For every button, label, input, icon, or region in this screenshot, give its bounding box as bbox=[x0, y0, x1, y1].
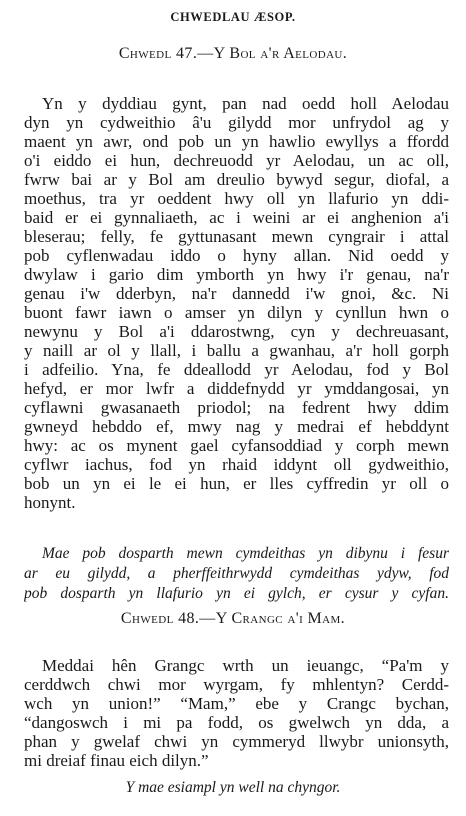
fable-48-title-text: Y Crangc a'i Mam. bbox=[215, 610, 346, 627]
text-line: Yn y dyddiau gynt, pan nad oedd holl Aelodau bbox=[42, 94, 449, 113]
text-line: moethus, tra yr oeddent hwy oll yn llafurio yn ddi- bbox=[24, 189, 449, 208]
text-line: hefyd, er mor lwfr a diddefnydd yr ymddangosai, yn bbox=[24, 379, 449, 398]
fable-47-number: Chwedl 47 bbox=[118, 45, 193, 62]
text-line: fwrw bai ar y Bol am dreulio bywyd segur, diofal, a bbox=[24, 170, 449, 189]
text-line: dwylaw i gario dim ymborth yn hwy i'r genau, na'r bbox=[24, 265, 449, 284]
moral-line: Y mae esiampl yn well na chyngor. bbox=[125, 779, 341, 796]
text-line: “dangoswch i mi pa fodd, os gwelwch yn dda, a bbox=[24, 713, 449, 732]
moral-line: Mae pob dosparth mewn cymdeithas yn dibynu i fesur bbox=[42, 545, 449, 562]
text-line: i adfeilio. Yna, fe ddeallodd yr Aelodau, fod y Bol bbox=[24, 360, 449, 379]
text-line: genau i'w dderbyn, na'r dannedd i'w gnoi, &c. Ni bbox=[24, 284, 449, 303]
fable-48-title bbox=[0, 610, 466, 628]
fable-47-moral bbox=[24, 544, 449, 604]
text-line: maent yn awr, ond pob un yn hawlio ewyllys a ffordd bbox=[24, 132, 449, 151]
text-line: honynt. bbox=[24, 493, 76, 512]
fable-48-title-dash: .— bbox=[194, 610, 216, 627]
text-line: cyflwr iachus, fod yn rhaid iddynt oll gydweithio, bbox=[24, 455, 449, 474]
text-line: phan y gwelaf chwi yn cymmeryd llwybr unionsyth, bbox=[24, 732, 449, 751]
fable-48-body bbox=[24, 656, 449, 770]
text-line: y naill ar ol y llall, i ballu a gwanhau, a'r holl gorph bbox=[24, 341, 449, 360]
text-line: mi dreiaf finau eich dilyn.” bbox=[24, 751, 209, 770]
text-line: cyflawni gwasanaeth priodol; na fedrent hwy ddim bbox=[24, 398, 449, 417]
text-line: o'i eiddo ei hun, dechreuodd yr Aelodau, un ac oll, bbox=[24, 151, 449, 170]
text-line: dyn yn cydweithio â'u gilydd mor unfrydol ag y bbox=[24, 113, 449, 132]
moral-line: pob dosparth yn llafurio yn ei gylch, er cysur y cyfan. bbox=[24, 585, 449, 602]
fable-47-title bbox=[0, 45, 466, 63]
fable-47-body bbox=[24, 94, 449, 512]
text-line: gwneyd hebddo ef, mwy nag y medrai ef hebddynt bbox=[24, 417, 449, 436]
fable-47-title-text: Y Bol a'r Aelodau. bbox=[213, 45, 348, 62]
text-line: pob cyflenwadau iddo o hyny allan. Nid oedd y bbox=[24, 246, 449, 265]
text-line: hwy: ac os mynent gael cyfansoddiad y corph mewn bbox=[24, 436, 449, 455]
text-line: bob un yn ei le ei hun, er lles cyffredin yr oll o bbox=[24, 474, 449, 493]
running-head: CHWEDLAU ÆSOP. bbox=[170, 10, 296, 24]
text-line: baid er ei gynnaliaeth, ac i weini ar ei anghenion a'i bbox=[24, 208, 449, 227]
text-line: wch yn union!” “Mam,” ebe y Crangc bychan, bbox=[24, 694, 449, 713]
text-line: bleserau; felly, fe gyttunasant mewn cyngrair i attal bbox=[24, 227, 449, 246]
fable-47-title-dash: .— bbox=[192, 45, 214, 62]
text-line: cerddwch chwi mor wyrgam, fy mhlentyn? Cerdd- bbox=[24, 675, 449, 694]
text-line: buont fawr iawn o amser yn dilyn y cynllun hwn o bbox=[24, 303, 449, 322]
text-line: Meddai hên Grangc wrth un ieuangc, “Pa'm y bbox=[42, 656, 449, 675]
moral-line: ar eu gilydd, a pherffeithrwydd cymdeithas ydyw, fod bbox=[24, 565, 449, 582]
fable-48-moral bbox=[0, 778, 466, 798]
text-line: newynu y Bol a'i ddarostwng, cyn y dechreuasant, bbox=[24, 322, 449, 341]
fable-48-number: Chwedl 48 bbox=[120, 610, 195, 627]
